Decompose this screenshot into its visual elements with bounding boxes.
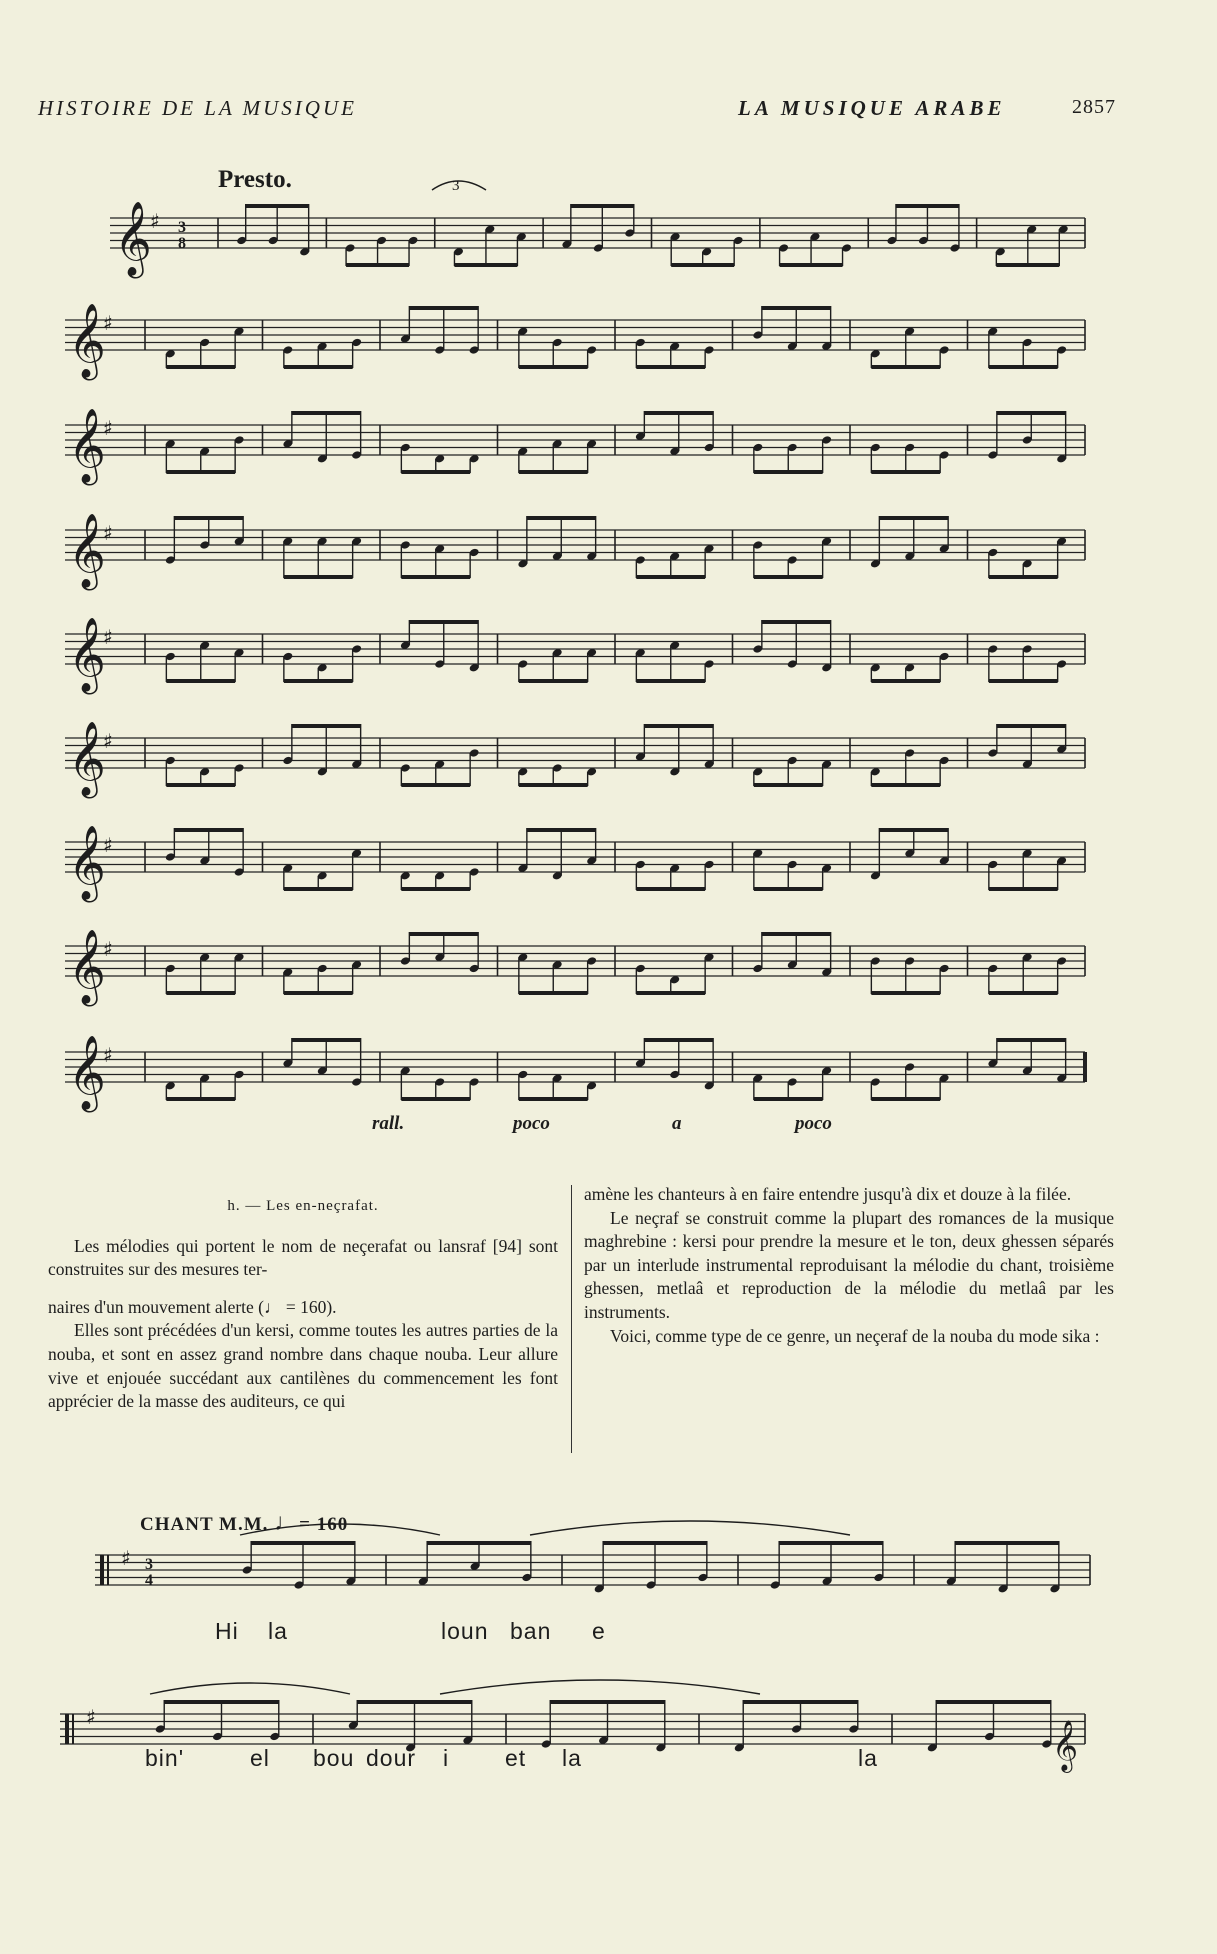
slur (530, 1521, 850, 1535)
note-beam (636, 679, 705, 683)
sharp-icon: ♯ (103, 729, 113, 753)
note-beam (754, 575, 823, 579)
note-beam (671, 263, 734, 267)
section-heading: h. — Les en-neçrafat. (227, 1198, 379, 1214)
note-beam (292, 724, 361, 728)
page-number: 2857 (1072, 96, 1116, 118)
treble-clef-icon: 𝄞 (114, 202, 152, 276)
c-clef-icon (100, 1555, 104, 1585)
note-beam (871, 365, 940, 369)
note-beam (284, 887, 353, 891)
note-beam (166, 679, 235, 683)
treble-clef-icon: 𝄞 (1052, 1720, 1079, 1771)
note-beam (519, 679, 588, 683)
note-beam (527, 828, 596, 832)
note-beam (409, 932, 478, 936)
note-beam (284, 991, 353, 995)
note-beam (166, 365, 235, 369)
lyric: ban (510, 1618, 552, 1644)
sharp-icon: ♯ (150, 209, 160, 233)
note-beam (174, 516, 243, 520)
time-signature: 8 (178, 235, 186, 252)
treble-clef-icon: 𝄞 (68, 722, 106, 796)
note-beam (762, 306, 831, 310)
note-beam (955, 1541, 1059, 1545)
paragraph: Le neçraf se construit comme la plupart des romances de la musique maghrebine : kersi pour prendre la mesure et le ton, deux ghessen séparés par un interlude instrumental reproduisant la mélodie du chant, troisième ghessen, metlaâ et reproduction de la mélodie du metlaâ par les instruments. (584, 1207, 1114, 1322)
sharp-icon: ♯ (103, 937, 113, 961)
sharp-icon: ♯ (103, 521, 113, 545)
lyric: et (505, 1745, 527, 1771)
note-beam (754, 887, 823, 891)
note-beam (166, 991, 235, 995)
note-beam (527, 516, 596, 520)
lyric: bin' (145, 1745, 185, 1771)
note-beam (357, 1700, 472, 1704)
note-beam (780, 263, 843, 267)
note-beam (166, 470, 235, 474)
paragraph: Voici, comme type de ce genre, un neçeraf de la nouba du mode sika : (610, 1325, 1100, 1346)
lyric: la (858, 1745, 878, 1771)
running-header-left: HISTOIRE DE LA MUSIQUE (38, 96, 357, 120)
slur (150, 1683, 350, 1694)
note-beam (284, 679, 353, 683)
note-beam (779, 1541, 883, 1545)
quarter-note-icon: ♩ (274, 1510, 300, 1536)
treble-clef-icon: 𝄞 (68, 930, 106, 1004)
note-beam (762, 932, 831, 936)
note-beam (636, 991, 705, 995)
slur (440, 1680, 760, 1694)
treble-clef-icon: 𝄞 (68, 618, 106, 692)
note-beam (251, 1541, 355, 1545)
note-beam (754, 1097, 823, 1101)
note-beam (454, 263, 517, 267)
note-beam (519, 365, 588, 369)
note-beam (754, 783, 823, 787)
note-beam (636, 887, 705, 891)
note-beam (346, 263, 409, 267)
note-beam (989, 991, 1058, 995)
note-beam (989, 365, 1058, 369)
treble-clef-icon: 𝄞 (68, 304, 106, 378)
lyric: dour (366, 1745, 417, 1771)
text-column-left (48, 1195, 558, 1414)
note-beam (871, 1097, 940, 1101)
treble-clef-icon: 𝄞 (68, 514, 106, 588)
note-beam (762, 620, 831, 624)
note-beam (519, 470, 588, 474)
note-beam (166, 1097, 235, 1101)
note-beam (871, 470, 940, 474)
note-beam (246, 204, 309, 208)
sharp-icon: ♯ (121, 1546, 131, 1570)
note-beam (409, 306, 478, 310)
note-beam (871, 679, 940, 683)
lyric: loun (441, 1618, 489, 1644)
lyric: el (250, 1745, 270, 1771)
note-beam (427, 1541, 531, 1545)
tempo-marking: Presto. (218, 166, 292, 193)
c-clef-icon (65, 1714, 69, 1744)
note-beam (401, 783, 470, 787)
c-clef-icon (72, 1714, 74, 1744)
note-beam (571, 204, 634, 208)
sharp-icon: ♯ (103, 311, 113, 335)
paragraph: naires d'un mouvement alerte (♩ = 160). (48, 1296, 337, 1317)
note-beam (879, 516, 948, 520)
note-beam (997, 724, 1066, 728)
note-beam (754, 470, 823, 474)
note-beam (550, 1700, 665, 1704)
treble-clef-icon: 𝄞 (68, 409, 106, 483)
note-beam (519, 783, 588, 787)
note-beam (401, 1097, 470, 1101)
note-beam (636, 575, 705, 579)
c-clef-icon (107, 1555, 109, 1585)
time-signature: 3 (178, 219, 186, 236)
sharp-icon: ♯ (103, 833, 113, 857)
dynamic-poco-2: poco (795, 1113, 832, 1134)
metronome-value: = 160 (299, 1514, 349, 1535)
lyric: la (562, 1745, 582, 1771)
note-beam (644, 411, 713, 415)
chant-label (140, 1510, 348, 1537)
note-beam (636, 365, 705, 369)
note-beam (174, 828, 243, 832)
paragraph: amène les chanteurs à en faire entendre jusqu'à dix et douze à la filée. (584, 1184, 1072, 1204)
triplet-number: 3 (452, 178, 460, 194)
note-beam (879, 828, 948, 832)
note-beam (989, 679, 1058, 683)
note-beam (871, 991, 940, 995)
lyric: i (443, 1745, 450, 1771)
dynamic-a: a (672, 1113, 682, 1134)
sharp-icon: ♯ (103, 416, 113, 440)
note-beam (409, 620, 478, 624)
column-divider (571, 1185, 572, 1453)
note-beam (997, 1038, 1066, 1042)
dynamic-poco-1: poco (513, 1113, 550, 1134)
note-beam (292, 411, 361, 415)
lyric: bou (313, 1745, 355, 1771)
paragraph: Les mélodies qui portent le nom de neçerafat ou lansraf [94] sont construites sur des mesures ter- (48, 1235, 558, 1280)
note-beam (284, 365, 353, 369)
sharp-icon: ♯ (86, 1705, 96, 1729)
note-beam (519, 1097, 588, 1101)
note-beam (989, 575, 1058, 579)
note-beam (284, 575, 353, 579)
time-signature: 4 (145, 1572, 153, 1589)
note-beam (936, 1700, 1051, 1704)
note-beam (603, 1541, 707, 1545)
note-beam (164, 1700, 279, 1704)
treble-clef-icon: 𝄞 (68, 1036, 106, 1110)
note-beam (896, 204, 959, 208)
note-beam (644, 724, 713, 728)
note-beam (401, 887, 470, 891)
note-beam (743, 1700, 858, 1704)
note-beam (997, 411, 1066, 415)
chant-label-text: CHANT M.M. (140, 1514, 269, 1535)
note-beam (644, 1038, 713, 1042)
note-beam (519, 991, 588, 995)
note-beam (996, 263, 1059, 267)
running-header-right: LA MUSIQUE ARABE (738, 96, 1006, 120)
dynamic-rall: rall. (372, 1113, 405, 1134)
note-beam (871, 783, 940, 787)
note-beam (989, 887, 1058, 891)
treble-clef-icon: 𝄞 (68, 826, 106, 900)
paragraph: Elles sont précédées d'un kersi, comme toutes les autres parties de la nouba, et sont en assez grand nombre dans chaque nouba. Leur allure vive et enjouée succédant aux cantilènes du commencement les font apprécier de la masse des auditeurs, ce qui (48, 1320, 558, 1412)
note-beam (401, 470, 470, 474)
note-beam (401, 575, 470, 579)
note-beam (166, 783, 235, 787)
time-signature: 3 (145, 1556, 153, 1573)
sharp-icon: ♯ (103, 625, 113, 649)
lyric: la (268, 1618, 288, 1644)
sharp-icon: ♯ (103, 1043, 113, 1067)
note-beam (292, 1038, 361, 1042)
lyric: Hi (215, 1618, 239, 1644)
lyric: e (592, 1618, 606, 1644)
text-column-right (584, 1183, 1114, 1348)
